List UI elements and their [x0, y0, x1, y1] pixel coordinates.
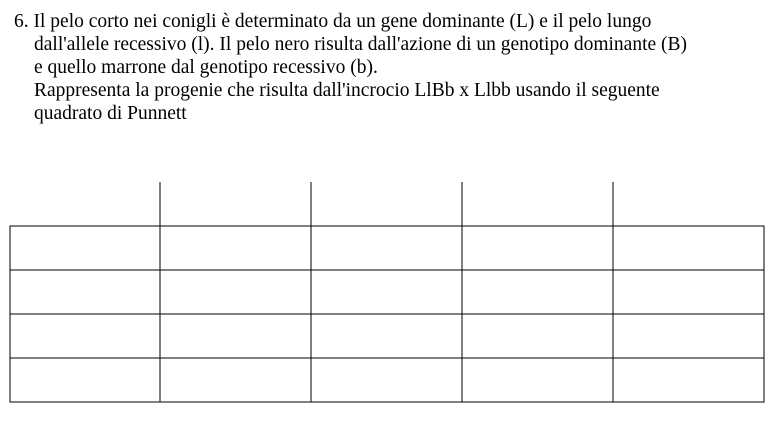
question-line-5: quadrato di Punnett — [34, 103, 187, 124]
question-line-4: Rappresenta la progenie che risulta dall'incrocio LlBb x Llbb usando il seguente — [34, 80, 660, 101]
question-line-3: e quello marrone dal genotipo recessivo (b). — [34, 57, 378, 78]
question-line-1: 6. Il pelo corto nei conigli è determinato da un gene dominante (L) e il pelo lungo — [14, 11, 652, 32]
question-line-2: dall'allele recessivo (l). Il pelo nero risulta dall'azione di un genotipo dominante (B) — [34, 34, 688, 55]
